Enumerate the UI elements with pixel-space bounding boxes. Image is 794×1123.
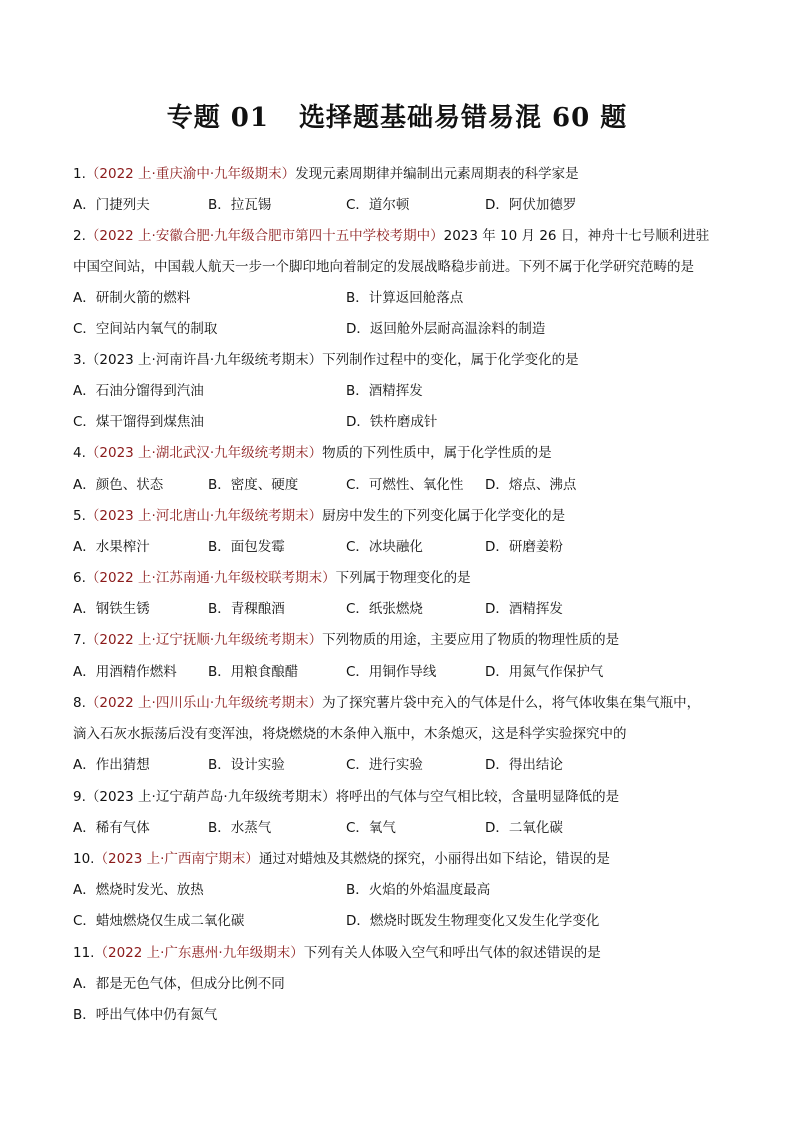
question-11-stem [73, 944, 601, 962]
option-b: B．水蒸气 [208, 820, 272, 836]
option-b: B．计算返回舱落点 [346, 290, 464, 306]
question-text: 下列制作过程中的变化，属于化学变化的是 [322, 352, 579, 368]
option-a: A．钢铁生锈 [73, 601, 150, 617]
option-c: C．氧气 [346, 820, 396, 836]
option-c: C．道尔顿 [346, 197, 410, 213]
option-c: C．用铜作导线 [346, 664, 437, 680]
option-b: B．设计实验 [208, 757, 285, 773]
page-title [0, 97, 794, 134]
option-b: B．青稞酿酒 [208, 601, 285, 617]
question-source: （2022 上·安徽合肥·九年级合肥市第四十五中学校考期中） [85, 228, 444, 244]
option-a: A．作出猜想 [73, 757, 150, 773]
option-c: C．空间站内氧气的制取 [73, 321, 218, 337]
option-d: D．返回舱外层耐高温涂料的制造 [346, 321, 546, 337]
question-5-stem [73, 507, 565, 525]
option-b: B．火焰的外焰温度最高 [346, 882, 491, 898]
option-d: D．燃烧时既发生物理变化又发生化学变化 [346, 913, 600, 929]
option-b: B．面包发霉 [208, 539, 285, 555]
option-d: D．阿伏加德罗 [485, 197, 577, 213]
question-text: 发现元素周期律并编制出元素周期表的科学家是 [295, 166, 579, 182]
question-text: 下列物质的用途，主要应用了物质的物理性质的是 [322, 632, 620, 648]
option-d: D．铁杵磨成针 [346, 414, 438, 430]
question-2-stem [73, 227, 709, 245]
question-8-stem-cont: 滴入石灰水振荡后没有变浑浊，将烧燃烧的木条伸入瓶中，木条熄灭，这是科学实验探究中的 [73, 726, 627, 742]
question-source: （2022 上·广东惠州·九年级期末） [94, 945, 304, 961]
option-b: B．呼出气体中仍有氮气 [73, 1007, 218, 1023]
question-text: 下列有关人体吸入空气和呼出气体的叙述错误的是 [303, 945, 601, 961]
question-number: 7. [73, 632, 86, 648]
option-d: D．酒精挥发 [485, 601, 563, 617]
question-1-stem [73, 165, 579, 183]
question-source: （2022 上·江苏南通·九年级校联考期末） [85, 570, 336, 586]
option-a: A．用酒精作燃料 [73, 664, 177, 680]
question-6-stem [73, 569, 471, 587]
question-4-stem [73, 444, 552, 462]
question-number: 9. [73, 789, 86, 805]
option-a: A．颜色、状态 [73, 477, 164, 493]
question-number: 10. [73, 851, 95, 867]
option-c: C．冰块融化 [346, 539, 423, 555]
question-9-stem [73, 788, 619, 806]
option-d: D．研磨姜粉 [485, 539, 563, 555]
question-3-stem [73, 351, 579, 369]
option-a: A．水果榨汁 [73, 539, 150, 555]
option-b: B．酒精挥发 [346, 383, 423, 399]
question-text: 下列属于物理变化的是 [335, 570, 471, 586]
question-source: （2023 上·辽宁葫芦岛·九年级统考期末） [85, 789, 336, 805]
question-source: （2023 上·广西南宁期末） [94, 851, 259, 867]
option-b: B．密度、硬度 [208, 477, 299, 493]
question-number: 3. [73, 352, 86, 368]
question-number: 6. [73, 570, 86, 586]
question-7-stem [73, 631, 619, 649]
question-text: 物质的下列性质中，属于化学性质的是 [322, 445, 552, 461]
question-number: 4. [73, 445, 86, 461]
question-8-stem [73, 694, 700, 712]
question-text: 通过对蜡烛及其燃烧的探究，小丽得出如下结论，错误的是 [258, 851, 610, 867]
question-source: （2023 上·湖北武汉·九年级统考期末） [85, 445, 323, 461]
question-source: （2022 上·辽宁抚顺·九年级统考期末） [85, 632, 323, 648]
question-number: 11. [73, 945, 95, 961]
question-number: 1. [73, 166, 86, 182]
title-main: 专题 01 [166, 103, 269, 133]
option-d: D．熔点、沸点 [485, 477, 577, 493]
question-source: （2022 上·重庆渝中·九年级期末） [85, 166, 296, 182]
option-a: A．石油分馏得到汽油 [73, 383, 204, 399]
option-b: B．用粮食酿醋 [208, 664, 299, 680]
option-d: D．用氮气作保护气 [485, 664, 604, 680]
option-c: C．进行实验 [346, 757, 423, 773]
option-c: C．蜡烛燃烧仅生成二氧化碳 [73, 913, 245, 929]
option-c: C．煤干馏得到煤焦油 [73, 414, 204, 430]
title-sub: 选择题基础易错易混 60 题 [298, 103, 628, 133]
option-a: A．门捷列夫 [73, 197, 150, 213]
option-a: A．燃烧时发光、放热 [73, 882, 204, 898]
option-d: D．二氧化碳 [485, 820, 563, 836]
question-number: 8. [73, 695, 86, 711]
option-d: D．得出结论 [485, 757, 563, 773]
question-number: 2. [73, 228, 86, 244]
option-c: C．可燃性、氧化性 [346, 477, 464, 493]
option-c: C．纸张燃烧 [346, 601, 423, 617]
question-text: 将呼出的气体与空气相比较，含量明显降低的是 [335, 789, 620, 805]
option-a: A．研制火箭的燃料 [73, 290, 191, 306]
option-a: A．稀有气体 [73, 820, 150, 836]
question-text: 2023 年 10 月 26 日，神舟十七号顺利进驻 [443, 228, 710, 244]
question-text: 厨房中发生的下列变化属于化学变化的是 [322, 508, 566, 524]
option-a: A．都是无色气体，但成分比例不同 [73, 976, 285, 992]
question-number: 5. [73, 508, 86, 524]
question-source: （2023 上·河北唐山·九年级统考期末） [85, 508, 323, 524]
question-source: （2023 上·河南许昌·九年级统考期末） [85, 352, 323, 368]
question-source: （2022 上·四川乐山·九年级统考期末） [85, 695, 323, 711]
question-text: 为了探究薯片袋中充入的气体是什么，将气体收集在集气瓶中， [322, 695, 701, 711]
question-10-stem [73, 850, 610, 868]
question-2-stem-cont: 中国空间站，中国载人航天一步一个脚印地向着制定的发展战略稳步前进。下列不属于化学研究范畴的是 [73, 259, 694, 275]
option-b: B．拉瓦锡 [208, 197, 272, 213]
